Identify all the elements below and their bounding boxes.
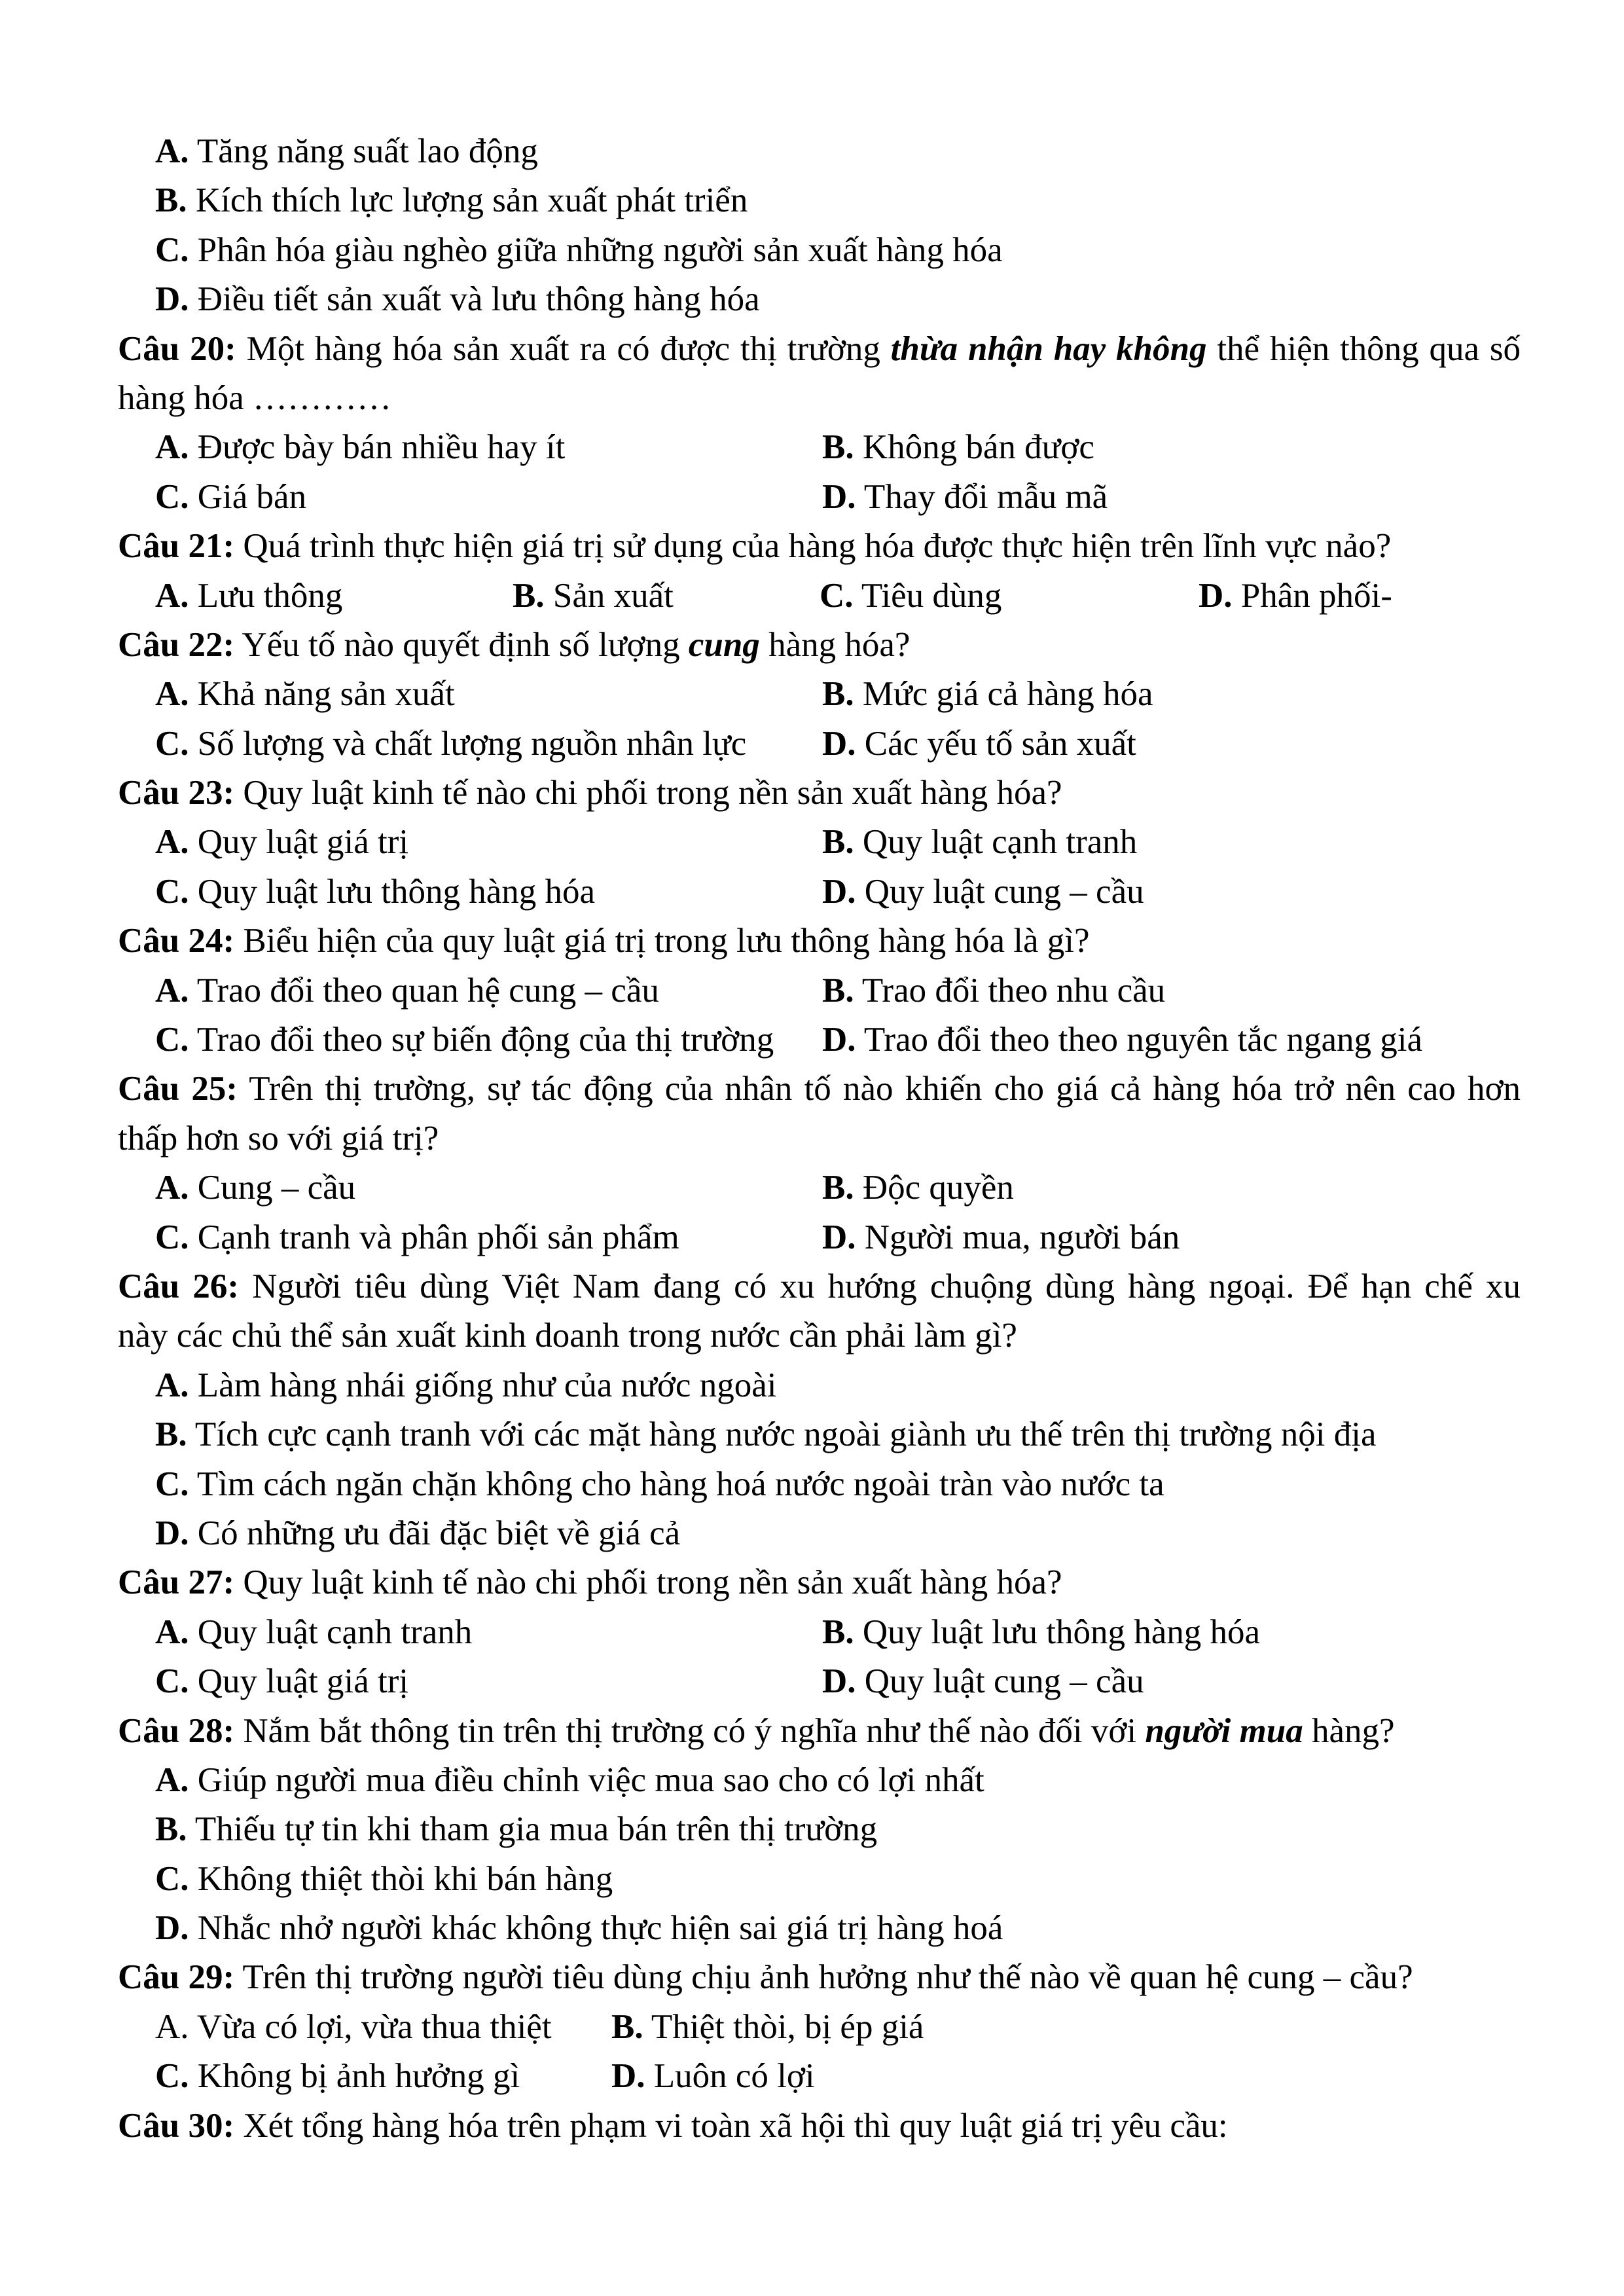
- option-q28-a: A. Giúp người mua điều chỉnh việc mua sao cho có lợi nhất: [155, 1760, 984, 1799]
- question-27: Câu 27: Quy luật kinh tế nào chi phối trong nền sản xuất hàng hóa?: [118, 1563, 1062, 1602]
- option-q26-d: D. Có những ưu đãi đặc biệt về giá cả: [155, 1514, 681, 1552]
- option-q28-c: C. Không thiệt thòi khi bán hàng: [155, 1859, 613, 1898]
- options-row: A. Được bày bán nhiều hay ít B. Không bán được: [155, 428, 1094, 467]
- question-30: Câu 30: Xét tổng hàng hóa trên phạm vi toàn xã hội thì quy luật giá trị yêu cầu:: [118, 2106, 1228, 2145]
- options-row: C. Không bị ảnh hưởng gì D. Luôn có lợi: [155, 2057, 815, 2096]
- option-q26-a: A. Làm hàng nhái giống như của nước ngoài: [155, 1366, 777, 1404]
- question-28: Câu 28: Nắm bắt thông tin trên thị trường có ý nghĩa như thế nào đối với người mua hàng?: [118, 1711, 1395, 1750]
- question-24: Câu 24: Biểu hiện của quy luật giá trị trong lưu thông hàng hóa là gì?: [118, 922, 1090, 960]
- options-row: C. Cạnh tranh và phân phối sản phẩm D. Người mua, người bán: [155, 1218, 1180, 1256]
- question-25-cont: thấp hơn so với giá trị?: [118, 1119, 439, 1157]
- question-26: Câu 26: Người tiêu dùng Việt Nam đang có xu hướng chuộng dùng hàng ngoại. Để hạn chế xu: [118, 1267, 1521, 1305]
- option-q26-c: C. Tìm cách ngăn chặn không cho hàng hoá nước ngoài tràn vào nước ta: [155, 1465, 1164, 1503]
- option-q28-d: D. Nhắc nhở người khác không thực hiện sai giá trị hàng hoá: [155, 1909, 1003, 1948]
- option-q28-b: B. Thiếu tự tin khi tham gia mua bán trên thị trường: [155, 1810, 878, 1849]
- options-row: C. Số lượng và chất lượng nguồn nhân lực D. Các yếu tố sản xuất: [155, 724, 1136, 763]
- options-row: C. Trao đổi theo sự biến động của thị trường D. Trao đổi theo theo nguyên tắc ngang giá: [155, 1021, 1423, 1059]
- question-20: Câu 20: Một hàng hóa sản xuất ra có được thị trường thừa nhận hay không thể hiện thông qua số: [118, 329, 1521, 368]
- options-row: A. Khả năng sản xuất B. Mức giá cả hàng hóa: [155, 675, 1153, 714]
- options-row: A. Cung – cầu B. Độc quyền: [155, 1169, 1014, 1207]
- options-row: A. Quy luật giá trị B. Quy luật cạnh tranh: [155, 823, 1138, 862]
- options-row: A. Trao đổi theo quan hệ cung – cầu B. Trao đổi theo nhu cầu: [155, 971, 1166, 1010]
- question-25: Câu 25: Trên thị trường, sự tác động của nhân tố nào khiến cho giá cả hàng hóa trở nên cao hơn: [118, 1070, 1521, 1108]
- option-q19-a: A. Tăng năng suất lao động: [155, 132, 538, 170]
- options-row: A. Quy luật cạnh tranh B. Quy luật lưu thông hàng hóa: [155, 1613, 1261, 1651]
- question-20-cont: hàng hóa …………: [118, 378, 392, 417]
- option-q19-d: D. Điều tiết sản xuất và lưu thông hàng hóa: [155, 280, 760, 319]
- question-23: Câu 23: Quy luật kinh tế nào chi phối trong nền sản xuất hàng hóa?: [118, 774, 1062, 812]
- question-22: Câu 22: Yếu tố nào quyết định số lượng cung hàng hóa?: [118, 625, 911, 664]
- options-row: C. Quy luật giá trị D. Quy luật cung – cầu: [155, 1662, 1144, 1701]
- options-row: C. Quy luật lưu thông hàng hóa D. Quy luật cung – cầu: [155, 872, 1144, 911]
- options-row: A. Lưu thông B. Sản xuất C. Tiêu dùng D. Phân phối-: [155, 576, 1392, 615]
- options-row: C. Giá bán D. Thay đổi mẫu mã: [155, 477, 1108, 516]
- option-q19-b: B. Kích thích lực lượng sản xuất phát triển: [155, 181, 748, 220]
- exam-page: [118, 127, 1521, 2151]
- options-row: A. Vừa có lợi, vừa thua thiệt B. Thiệt thòi, bị ép giá: [155, 2007, 924, 2046]
- question-21: Câu 21: Quá trình thực hiện giá trị sử dụng của hàng hóa được thực hiện trên lĩnh vực nảo?: [118, 527, 1392, 566]
- question-26-cont: này các chủ thể sản xuất kinh doanh trong nước cần phải làm gì?: [118, 1317, 1017, 1355]
- option-q26-b: B. Tích cực cạnh tranh với các mặt hàng nước ngoài giành ưu thế trên thị trường nội địa: [155, 1415, 1377, 1454]
- question-29: Câu 29: Trên thị trường người tiêu dùng chịu ảnh hưởng như thế nào về quan hệ cung – cầu?: [118, 1958, 1413, 1997]
- option-q19-c: C. Phân hóa giàu nghèo giữa những người sản xuất hàng hóa: [155, 230, 1003, 269]
